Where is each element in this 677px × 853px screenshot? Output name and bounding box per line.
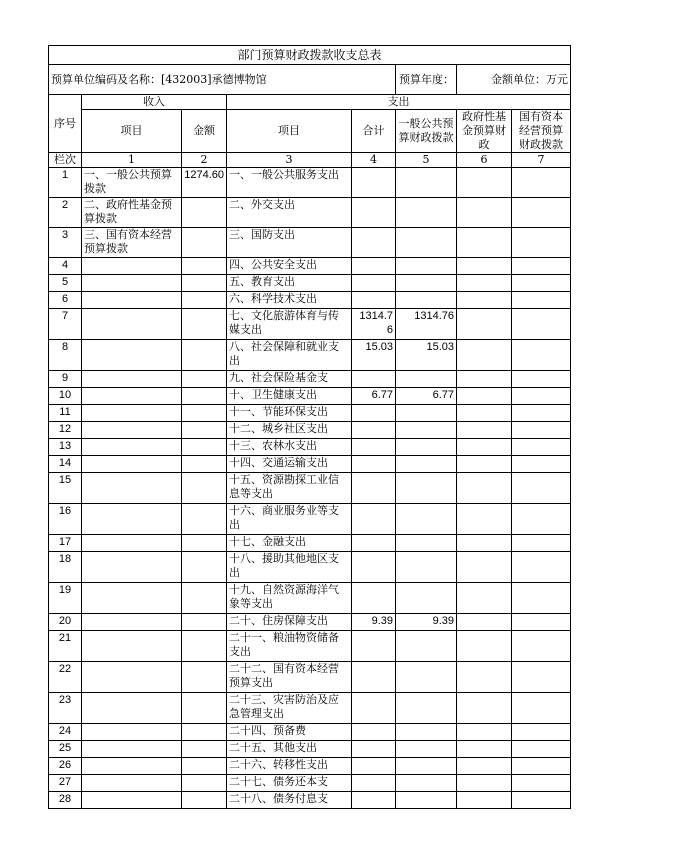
row-general-budget	[396, 198, 457, 228]
row-income-amount	[182, 724, 227, 741]
row-seq: 21	[49, 631, 82, 662]
row-income-item: 三、国有资本经营预算拨款	[82, 228, 182, 258]
row-total	[352, 775, 396, 792]
general-budget-header: 一般公共预算财政拨款	[396, 110, 457, 153]
row-general-budget	[396, 693, 457, 724]
row-seq: 11	[49, 405, 82, 422]
row-expense-item: 十一、节能环保支出	[227, 405, 352, 422]
row-income-item	[82, 504, 182, 535]
row-income-amount	[182, 758, 227, 775]
row-state-capital	[512, 275, 571, 292]
row-expense-item: 九、社会保险基金支	[227, 371, 352, 388]
row-income-amount	[182, 371, 227, 388]
row-seq: 10	[49, 388, 82, 405]
row-income-item	[82, 473, 182, 504]
row-expense-item: 七、文化旅游体育与传媒支出	[227, 309, 352, 340]
row-income-amount	[182, 535, 227, 552]
row-income-amount	[182, 792, 227, 809]
row-seq: 26	[49, 758, 82, 775]
row-general-budget: 9.39	[396, 614, 457, 631]
table-row	[49, 422, 571, 439]
row-total	[352, 405, 396, 422]
row-income-amount	[182, 583, 227, 614]
row-expense-item: 四、公共安全支出	[227, 258, 352, 275]
row-general-budget	[396, 422, 457, 439]
row-income-amount	[182, 405, 227, 422]
table-row	[49, 583, 571, 614]
row-total	[352, 168, 396, 198]
total-header: 合计	[352, 110, 396, 153]
row-income-item	[82, 388, 182, 405]
row-seq: 9	[49, 371, 82, 388]
row-income-amount	[182, 198, 227, 228]
row-gov-fund	[457, 228, 512, 258]
row-state-capital	[512, 388, 571, 405]
table-row	[49, 405, 571, 422]
row-income-item	[82, 535, 182, 552]
row-seq: 3	[49, 228, 82, 258]
row-general-budget	[396, 405, 457, 422]
row-state-capital	[512, 614, 571, 631]
row-total	[352, 583, 396, 614]
row-gov-fund	[457, 275, 512, 292]
row-total	[352, 371, 396, 388]
table-row	[49, 552, 571, 583]
row-income-item	[82, 439, 182, 456]
row-general-budget	[396, 724, 457, 741]
row-general-budget	[396, 473, 457, 504]
row-general-budget: 15.03	[396, 340, 457, 371]
table-row	[49, 340, 571, 371]
row-seq: 19	[49, 583, 82, 614]
row-gov-fund	[457, 758, 512, 775]
table-row	[49, 275, 571, 292]
row-general-budget	[396, 662, 457, 693]
income-header: 收入	[82, 95, 227, 110]
row-income-amount	[182, 552, 227, 583]
table-row	[49, 388, 571, 405]
gov-fund-header: 政府性基金预算财政	[457, 110, 512, 153]
row-total	[352, 228, 396, 258]
row-income-amount	[182, 258, 227, 275]
row-gov-fund	[457, 504, 512, 535]
row-expense-item: 五、教育支出	[227, 275, 352, 292]
row-total: 6.77	[352, 388, 396, 405]
row-expense-item: 二十、住房保障支出	[227, 614, 352, 631]
table-row	[49, 631, 571, 662]
row-general-budget	[396, 758, 457, 775]
row-seq: 27	[49, 775, 82, 792]
table-row	[49, 614, 571, 631]
row-state-capital	[512, 504, 571, 535]
row-income-item	[82, 631, 182, 662]
row-income-item	[82, 758, 182, 775]
row-seq: 24	[49, 724, 82, 741]
row-total	[352, 439, 396, 456]
row-total: 9.39	[352, 614, 396, 631]
row-general-budget	[396, 775, 457, 792]
row-expense-item: 十八、援助其他地区支出	[227, 552, 352, 583]
row-seq: 25	[49, 741, 82, 758]
table-row	[49, 724, 571, 741]
table-row	[49, 535, 571, 552]
row-income-amount	[182, 504, 227, 535]
budget-summary-table	[48, 45, 571, 809]
row-state-capital	[512, 583, 571, 614]
column-index-6: 6	[457, 153, 512, 168]
row-state-capital	[512, 309, 571, 340]
row-gov-fund	[457, 340, 512, 371]
row-seq: 13	[49, 439, 82, 456]
row-income-item	[82, 614, 182, 631]
table-row	[49, 758, 571, 775]
row-state-capital	[512, 741, 571, 758]
row-seq: 20	[49, 614, 82, 631]
row-total	[352, 456, 396, 473]
table-row	[49, 371, 571, 388]
row-gov-fund	[457, 724, 512, 741]
row-expense-item: 六、科学技术支出	[227, 292, 352, 309]
column-index-3: 3	[227, 153, 352, 168]
row-general-budget	[396, 275, 457, 292]
row-gov-fund	[457, 741, 512, 758]
row-state-capital	[512, 473, 571, 504]
row-expense-item: 十三、农林水支出	[227, 439, 352, 456]
row-income-item	[82, 275, 182, 292]
income-item-header: 项目	[82, 110, 182, 153]
row-expense-item: 十四、交通运输支出	[227, 456, 352, 473]
row-state-capital	[512, 552, 571, 583]
row-income-item	[82, 792, 182, 809]
row-income-item	[82, 292, 182, 309]
table-row	[49, 198, 571, 228]
row-seq: 1	[49, 168, 82, 198]
row-income-amount	[182, 693, 227, 724]
row-income-item	[82, 371, 182, 388]
row-income-amount	[182, 439, 227, 456]
row-income-item	[82, 552, 182, 583]
row-gov-fund	[457, 388, 512, 405]
row-gov-fund	[457, 198, 512, 228]
income-amount-header: 金额	[182, 110, 227, 153]
row-state-capital	[512, 292, 571, 309]
row-income-amount	[182, 741, 227, 758]
row-expense-item: 二十八、债务付息支	[227, 792, 352, 809]
row-total	[352, 275, 396, 292]
row-state-capital	[512, 693, 571, 724]
row-income-item	[82, 583, 182, 614]
state-capital-header: 国有资本经营预算财政拨款	[512, 110, 571, 153]
row-expense-item: 二十四、预备费	[227, 724, 352, 741]
row-state-capital	[512, 405, 571, 422]
row-income-item	[82, 405, 182, 422]
row-gov-fund	[457, 614, 512, 631]
row-seq: 2	[49, 198, 82, 228]
row-income-amount	[182, 292, 227, 309]
row-gov-fund	[457, 258, 512, 275]
row-expense-item: 八、社会保障和就业支出	[227, 340, 352, 371]
row-general-budget	[396, 535, 457, 552]
row-state-capital	[512, 198, 571, 228]
row-income-item	[82, 456, 182, 473]
row-expense-item: 二十六、转移性支出	[227, 758, 352, 775]
table-row	[49, 168, 571, 198]
row-total	[352, 758, 396, 775]
row-gov-fund	[457, 693, 512, 724]
row-gov-fund	[457, 662, 512, 693]
table-title: 部门预算财政拨款收支总表	[49, 46, 571, 65]
row-income-amount	[182, 631, 227, 662]
row-income-amount: 1274.60	[182, 168, 227, 198]
row-general-budget	[396, 504, 457, 535]
column-index-7: 7	[512, 153, 571, 168]
row-seq: 22	[49, 662, 82, 693]
row-expense-item: 十五、资源勘探工业信息等支出	[227, 473, 352, 504]
row-expense-item: 十七、金融支出	[227, 535, 352, 552]
row-expense-item: 十、卫生健康支出	[227, 388, 352, 405]
column-index-5: 5	[396, 153, 457, 168]
row-total: 15.03	[352, 340, 396, 371]
row-expense-item: 三、国防支出	[227, 228, 352, 258]
row-seq: 15	[49, 473, 82, 504]
row-seq: 17	[49, 535, 82, 552]
row-seq: 16	[49, 504, 82, 535]
row-total	[352, 631, 396, 662]
row-income-amount	[182, 388, 227, 405]
row-income-amount	[182, 422, 227, 439]
row-gov-fund	[457, 535, 512, 552]
row-gov-fund	[457, 792, 512, 809]
row-total	[352, 552, 396, 583]
row-income-amount	[182, 309, 227, 340]
row-income-item	[82, 741, 182, 758]
row-seq: 12	[49, 422, 82, 439]
row-general-budget	[396, 258, 457, 275]
row-state-capital	[512, 456, 571, 473]
row-general-budget	[396, 168, 457, 198]
row-total	[352, 693, 396, 724]
row-gov-fund	[457, 168, 512, 198]
row-general-budget	[396, 228, 457, 258]
row-seq: 6	[49, 292, 82, 309]
row-expense-item: 二、外交支出	[227, 198, 352, 228]
row-total	[352, 535, 396, 552]
row-total	[352, 741, 396, 758]
row-total	[352, 792, 396, 809]
row-total	[352, 292, 396, 309]
row-expense-item: 一、一般公共服务支出	[227, 168, 352, 198]
row-income-item: 二、政府性基金预算拨款	[82, 198, 182, 228]
row-gov-fund	[457, 405, 512, 422]
row-state-capital	[512, 439, 571, 456]
expense-header: 支出	[227, 95, 571, 110]
row-income-item	[82, 422, 182, 439]
row-expense-item: 十二、城乡社区支出	[227, 422, 352, 439]
row-income-item	[82, 309, 182, 340]
column-index-label: 栏次	[49, 153, 82, 168]
row-gov-fund	[457, 309, 512, 340]
row-income-amount	[182, 775, 227, 792]
row-gov-fund	[457, 456, 512, 473]
expense-item-header: 项目	[227, 110, 352, 153]
row-total	[352, 198, 396, 228]
table-row	[49, 228, 571, 258]
row-state-capital	[512, 758, 571, 775]
row-income-amount	[182, 228, 227, 258]
column-index-4: 4	[352, 153, 396, 168]
row-seq: 28	[49, 792, 82, 809]
row-seq: 4	[49, 258, 82, 275]
row-total	[352, 258, 396, 275]
row-state-capital	[512, 168, 571, 198]
row-total	[352, 724, 396, 741]
table-row	[49, 775, 571, 792]
row-seq: 5	[49, 275, 82, 292]
budget-year-label: 预算年度：	[396, 65, 457, 95]
row-seq: 7	[49, 309, 82, 340]
row-income-item	[82, 662, 182, 693]
row-state-capital	[512, 371, 571, 388]
row-income-item: 一、一般公共预算拨款	[82, 168, 182, 198]
row-expense-item: 二十七、债务还本支	[227, 775, 352, 792]
row-income-amount	[182, 473, 227, 504]
table-row	[49, 309, 571, 340]
row-gov-fund	[457, 422, 512, 439]
row-expense-item: 十六、商业服务业等支出	[227, 504, 352, 535]
row-general-budget: 1314.76	[396, 309, 457, 340]
row-income-amount	[182, 662, 227, 693]
unit-label: 预算单位编码及名称：[432003]承德博物馆	[49, 65, 396, 95]
row-state-capital	[512, 792, 571, 809]
table-row	[49, 662, 571, 693]
row-general-budget	[396, 741, 457, 758]
row-state-capital	[512, 228, 571, 258]
row-expense-item: 二十二、国有资本经营预算支出	[227, 662, 352, 693]
row-income-amount	[182, 275, 227, 292]
row-general-budget	[396, 439, 457, 456]
row-total	[352, 662, 396, 693]
row-general-budget: 6.77	[396, 388, 457, 405]
table-row	[49, 693, 571, 724]
row-general-budget	[396, 456, 457, 473]
row-total	[352, 473, 396, 504]
row-expense-item: 二十一、粮油物资储备支出	[227, 631, 352, 662]
row-seq: 8	[49, 340, 82, 371]
row-state-capital	[512, 662, 571, 693]
row-income-item	[82, 258, 182, 275]
row-state-capital	[512, 422, 571, 439]
row-general-budget	[396, 631, 457, 662]
row-gov-fund	[457, 552, 512, 583]
row-gov-fund	[457, 371, 512, 388]
row-total	[352, 504, 396, 535]
row-state-capital	[512, 631, 571, 662]
row-state-capital	[512, 775, 571, 792]
table-row	[49, 741, 571, 758]
table-row	[49, 258, 571, 275]
row-income-amount	[182, 340, 227, 371]
row-income-item	[82, 724, 182, 741]
table-row	[49, 292, 571, 309]
row-income-item	[82, 775, 182, 792]
row-gov-fund	[457, 439, 512, 456]
table-row	[49, 792, 571, 809]
column-index-1: 1	[82, 153, 182, 168]
seq-header: 序号	[49, 95, 82, 153]
row-gov-fund	[457, 292, 512, 309]
row-general-budget	[396, 792, 457, 809]
amount-unit-label: 金额单位：万元	[457, 65, 571, 95]
table-row	[49, 439, 571, 456]
row-total	[352, 422, 396, 439]
table-row	[49, 473, 571, 504]
table-row	[49, 504, 571, 535]
row-gov-fund	[457, 775, 512, 792]
row-general-budget	[396, 371, 457, 388]
row-gov-fund	[457, 473, 512, 504]
row-expense-item: 二十三、灾害防治及应急管理支出	[227, 693, 352, 724]
row-total: 1314.76	[352, 309, 396, 340]
table-row	[49, 456, 571, 473]
row-state-capital	[512, 258, 571, 275]
row-general-budget	[396, 292, 457, 309]
row-state-capital	[512, 340, 571, 371]
row-income-item	[82, 693, 182, 724]
row-seq: 14	[49, 456, 82, 473]
row-income-amount	[182, 456, 227, 473]
row-gov-fund	[457, 631, 512, 662]
row-seq: 23	[49, 693, 82, 724]
row-state-capital	[512, 724, 571, 741]
row-state-capital	[512, 535, 571, 552]
row-general-budget	[396, 552, 457, 583]
row-seq: 18	[49, 552, 82, 583]
row-income-amount	[182, 614, 227, 631]
column-index-2: 2	[182, 153, 227, 168]
row-gov-fund	[457, 583, 512, 614]
row-income-item	[82, 340, 182, 371]
row-general-budget	[396, 583, 457, 614]
row-expense-item: 十九、自然资源海洋气象等支出	[227, 583, 352, 614]
row-expense-item: 二十五、其他支出	[227, 741, 352, 758]
